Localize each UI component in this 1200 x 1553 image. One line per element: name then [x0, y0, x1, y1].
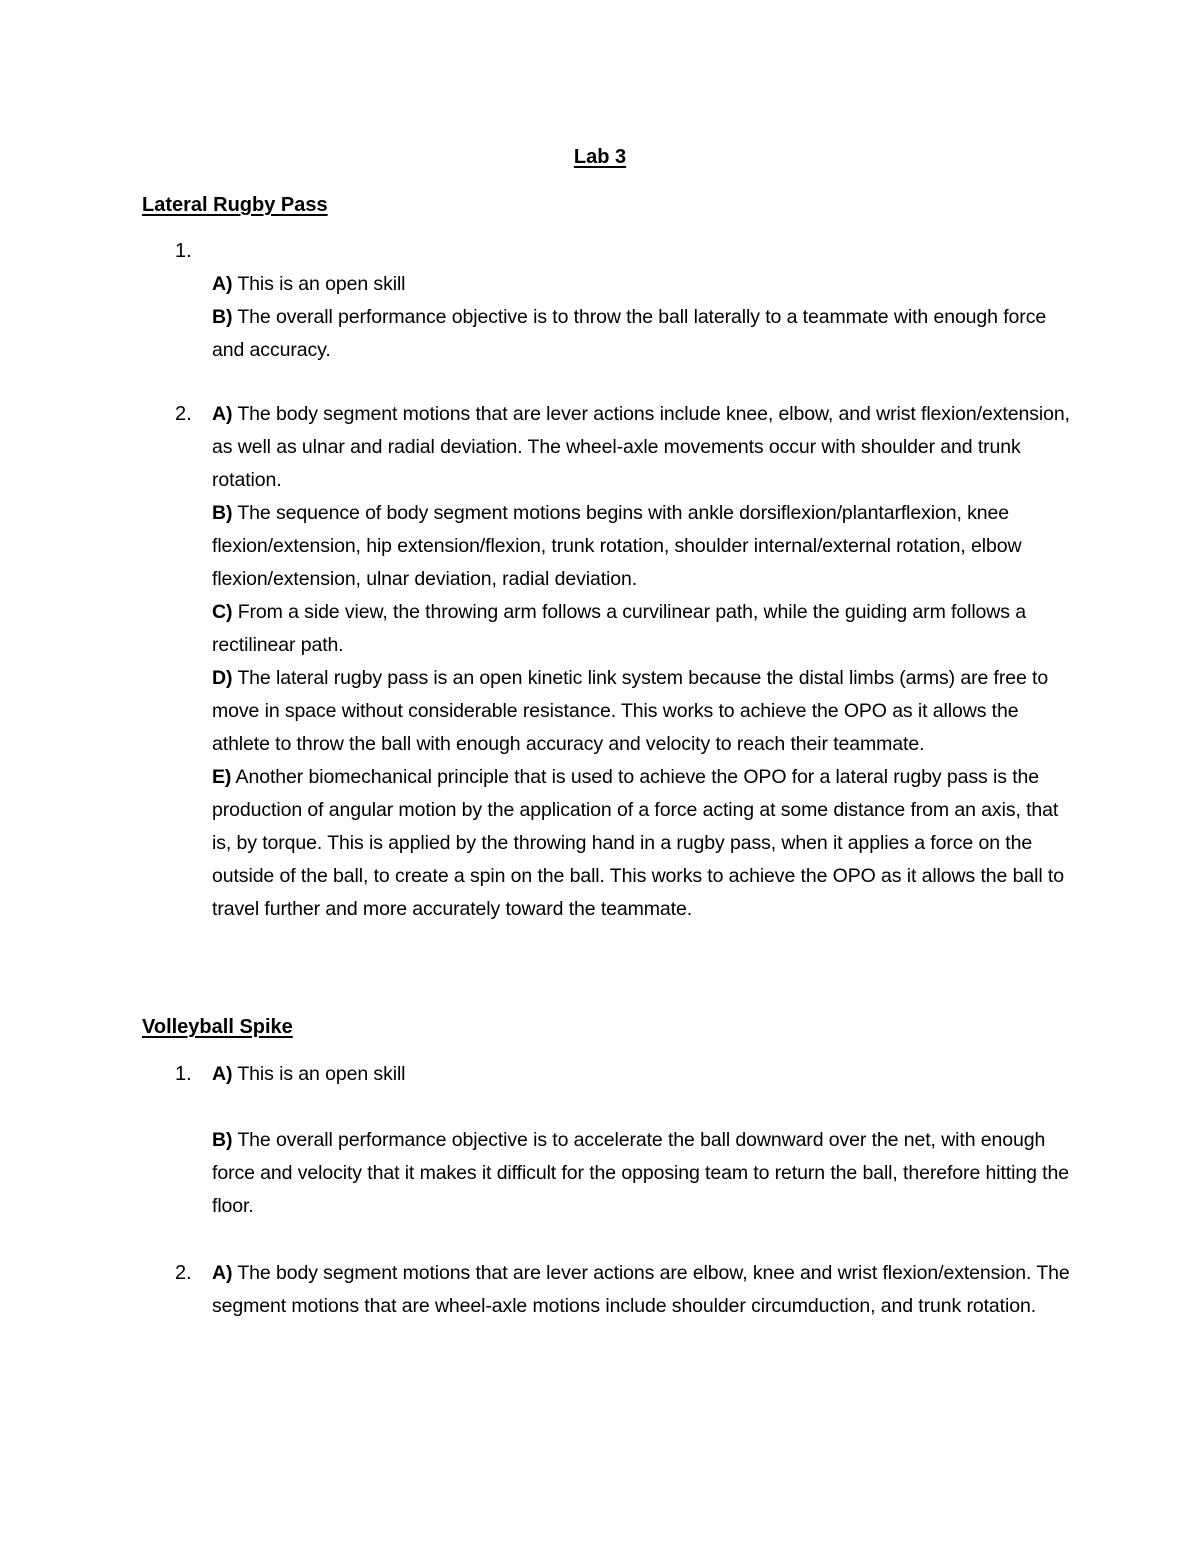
item-number: 2.: [175, 403, 192, 425]
item-part: [212, 497, 1072, 596]
item-number: 1.: [175, 1063, 192, 1085]
item-part: [212, 761, 1072, 926]
item-part: [212, 398, 1072, 497]
list-item: [212, 1257, 1072, 1323]
part-text: The overall performance objective is to accelerate the ball downward over the net, with enough force and velocity that it makes it difficult for the opposing team to return the ball, therefore hitting the floor.: [212, 1129, 1069, 1217]
part-text: The sequence of body segment motions begins with ankle dorsiflexion/plantarflexion, knee flexion/extension, hip extension/flexion, trunk rotation, shoulder internal/external rotation, elbow flexion/extension, ulnar deviation, radial deviation.: [212, 502, 1022, 590]
part-label: D): [212, 667, 233, 689]
item-part: [212, 662, 1072, 761]
part-label: A): [212, 403, 233, 425]
list-item: [212, 398, 1072, 926]
item-number: 2.: [175, 1262, 192, 1284]
item-part: [212, 1124, 1072, 1223]
item-part: [212, 301, 1072, 367]
item-part: [212, 1058, 1072, 1091]
part-label: B): [212, 1129, 233, 1151]
part-label: A): [212, 1262, 233, 1284]
section-heading-rugby: Lateral Rugby Pass: [142, 194, 328, 216]
part-text: The body segment motions that are lever actions are elbow, knee and wrist flexion/extension. The segment motions that are wheel-axle motions include shoulder circumduction, and trunk rotation.: [212, 1262, 1070, 1317]
item-number: 1.: [175, 240, 192, 262]
part-text: This is an open skill: [232, 1063, 406, 1085]
part-label: B): [212, 306, 233, 328]
part-text: The lateral rugby pass is an open kinetic link system because the distal limbs (arms) are free to move in space without considerable resistance. This works to achieve the OPO as it allows the athlete to throw the ball with enough accuracy and velocity to reach their teammate.: [212, 667, 1049, 755]
part-text: Another biomechanical principle that is used to achieve the OPO for a lateral rugby pass is the production of angular motion by the application of a force acting at some distance from an axis, that is, by torque. This is applied by the throwing hand in a rugby pass, when it applies a force on the outside of the ball, to create a spin on the ball. This works to achieve the OPO as it allows the ball to travel further and more accurately toward the teammate.: [212, 766, 1064, 920]
section-heading-volleyball: Volleyball Spike: [142, 1016, 293, 1038]
part-label: A): [212, 273, 233, 295]
item-part: [212, 1257, 1072, 1323]
part-label: A): [212, 1063, 233, 1085]
item-part: [212, 596, 1072, 662]
part-text: From a side view, the throwing arm follows a curvilinear path, while the guiding arm follows a rectilinear path.: [212, 601, 1027, 656]
part-label: B): [212, 502, 233, 524]
list-item: [212, 1058, 1072, 1223]
part-text: This is an open skill: [232, 273, 406, 295]
part-text: The overall performance objective is to throw the ball laterally to a teammate with enough force and accuracy.: [212, 306, 1047, 361]
document-title: Lab 3: [573, 146, 627, 168]
part-text: The body segment motions that are lever actions include knee, elbow, and wrist flexion/extension, as well as ulnar and radial deviation. The wheel-axle movements occur with shoulder and trunk rotation.: [212, 403, 1070, 491]
list-item: [212, 268, 1072, 367]
part-label: C): [212, 601, 233, 623]
item-part: [212, 268, 1072, 301]
part-label: E): [212, 766, 232, 788]
